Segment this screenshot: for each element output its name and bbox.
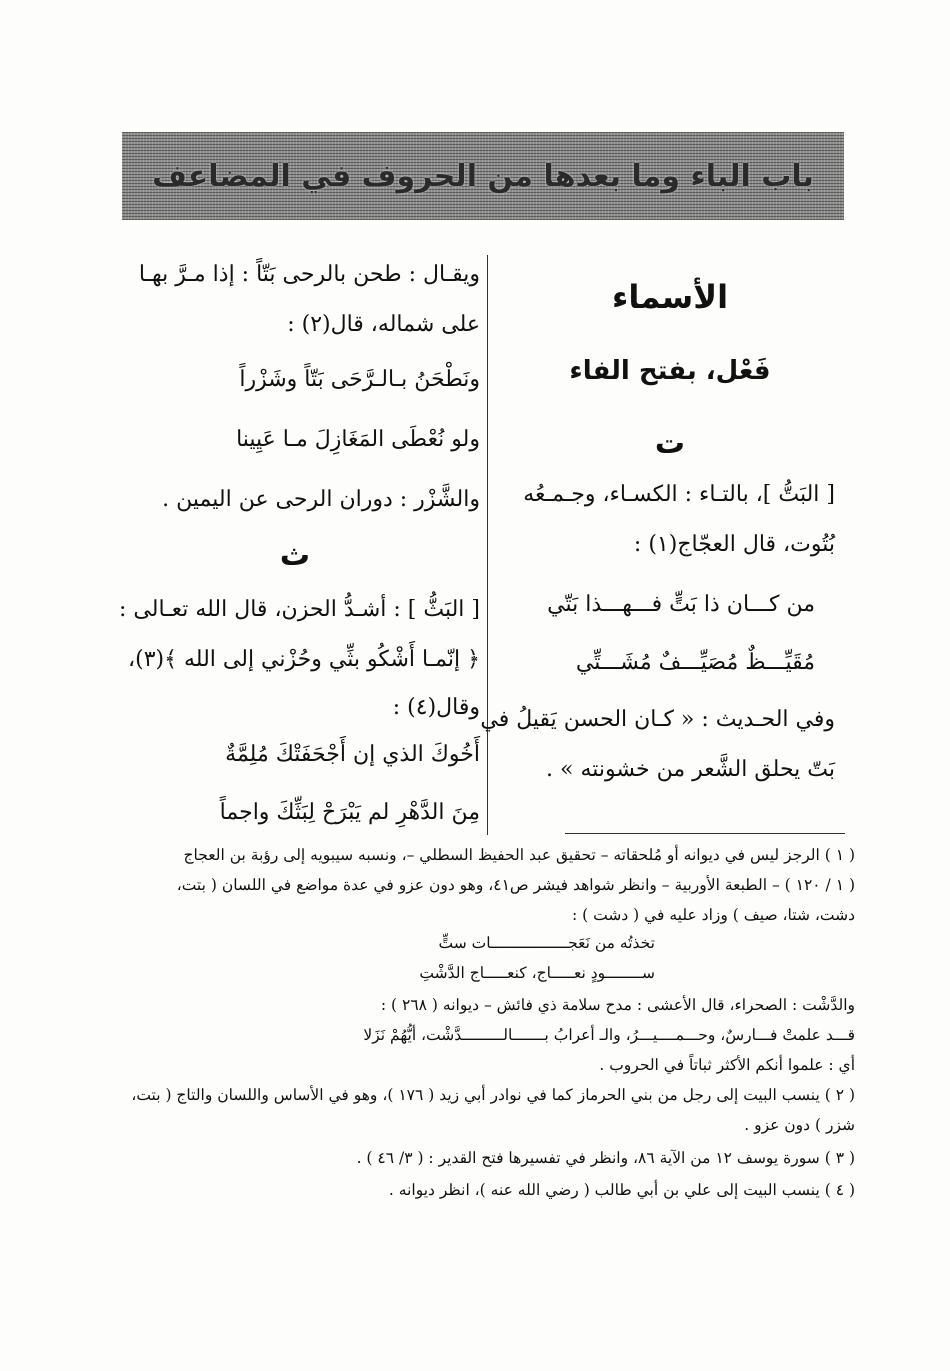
footnote-line: ( ٢ ) ينسب البيت إلى رجل من بني الحرماز كما في نوادر أبي زيد ( ١٧٦ )، وهو في الأساس واللسان والتاج ( بتت، (131, 1086, 855, 1104)
footnote-separator (565, 833, 845, 834)
footnote-line: ( ١ ) الرجز ليس في ديوانه أو مُلحقاته – تحقيق عبد الحفيظ السطلي –، ونسبه سيبويه إلى رؤبة بن العجاج (183, 846, 855, 864)
footnote-line: ( ٣ ) سورة يوسف ١٢ من الآية ٨٦، وانظر في تفسيرها فتح القدير : ( ٣/ ٤٦ ) . (356, 1149, 855, 1167)
verse-line: أَخُوكَ الذي إن أَجْحَفَتْكَ مُلِمَّةٌ (225, 742, 480, 767)
entry-line: وقال(٤) : (392, 695, 480, 720)
footnote-line: دشت، شتا، صيف ) وزاد عليه في ( دشت ) : (571, 906, 855, 924)
entry-line: وفي الحـديث : « كـان الحسن يَقيلُ في (480, 707, 835, 732)
letter-heading: ت (654, 426, 686, 461)
footnote-verse: قـــد علمتْ فـــارسٌ، وحـــمــــيـــرُ، والـ أعرابُ بـــــــالـــــــــدَّشْت، أيُّهُمْ نَزَلا (363, 1026, 855, 1044)
footnote-line: ( ٤ ) ينسب البيت إلى علي بن أبي طالب ( رضي الله عنه )، انظر ديوانه . (388, 1181, 855, 1199)
entry-line: ﴿ إنّمـا أَشْكُو بثِّي وحُزْني إلى الله ﴾(٣)، (128, 647, 480, 672)
footnote-verse: ســــــــودٍ نعـــــاج، كنعـــــاج الدَّشْتِ (419, 964, 655, 982)
entry-line: ويقـال : طحن بالرحى بَتّاً : إذا مـرَّ بهـا (138, 262, 480, 287)
verse-line: مُقَيِّـــظٌ مُصَيِّـــفٌ مُشَـــتِّي (575, 650, 815, 675)
footnote-verse: تخذتُه من نَعَجـــــــــــــــــات ستٍّ (438, 934, 655, 952)
column-divider (487, 255, 488, 835)
footnote-line: والدَّشْت : الصحراء، قال الأعشى : مدح سلامة ذي فائش – ديوانه ( ٢٦٨ ) : (380, 996, 855, 1014)
entry-line: والشَّزْر : دوران الرحى عن اليمين . (162, 487, 480, 512)
entry-line: بَتّ يحلق الشَّعر من خشونته » . (546, 757, 835, 782)
footnote-line: أي : علموا أنكم الأكثر ثباتاً في الحروب . (599, 1056, 855, 1074)
footnote-line: ( ١ / ١٢٠ ) – الطبعة الأوربية – وانظر شواهد فيشر ص٤١، وهو دون عزو في عدة مواضع في اللسان ( بتت، (176, 876, 855, 894)
entry-line: على شماله، قال(٢) : (287, 312, 480, 337)
section-subheading: فَعْل، بفتح الفاء (569, 356, 771, 386)
section-heading: الأسماء (611, 278, 729, 316)
entry-line: [ البَتُّ ]، بالتـاء : الكسـاء، وجـمـعُه (523, 482, 835, 507)
chapter-banner (122, 132, 844, 220)
entry-line: [ البَثُّ ] : أشـدُّ الحزن، قال الله تعـالى : (119, 597, 480, 622)
footnote-line: شزر ) دون عزو . (744, 1116, 855, 1134)
verse-line: ولو نُعْطَى المَغَازِلَ مـا عَيِينا (236, 427, 480, 452)
verse-line: مِنَ الدَّهْرِ لم يَبْرَحْ لِبَثِّكَ واجماً (219, 800, 480, 825)
verse-line: من كـــان ذا بَتٍّ فـــهـــذا بَتّي (547, 592, 815, 617)
letter-heading: ث (279, 538, 311, 573)
verse-line: ونَطْحَنُ بـالـرَّحَى بَتّاً وشَزْراً (239, 367, 480, 392)
entry-line: بُتُوت، قال العجّاج(١) : (633, 532, 835, 557)
chapter-title: باب الباء وما بعدها من الحروف في المضاعف (152, 158, 814, 194)
